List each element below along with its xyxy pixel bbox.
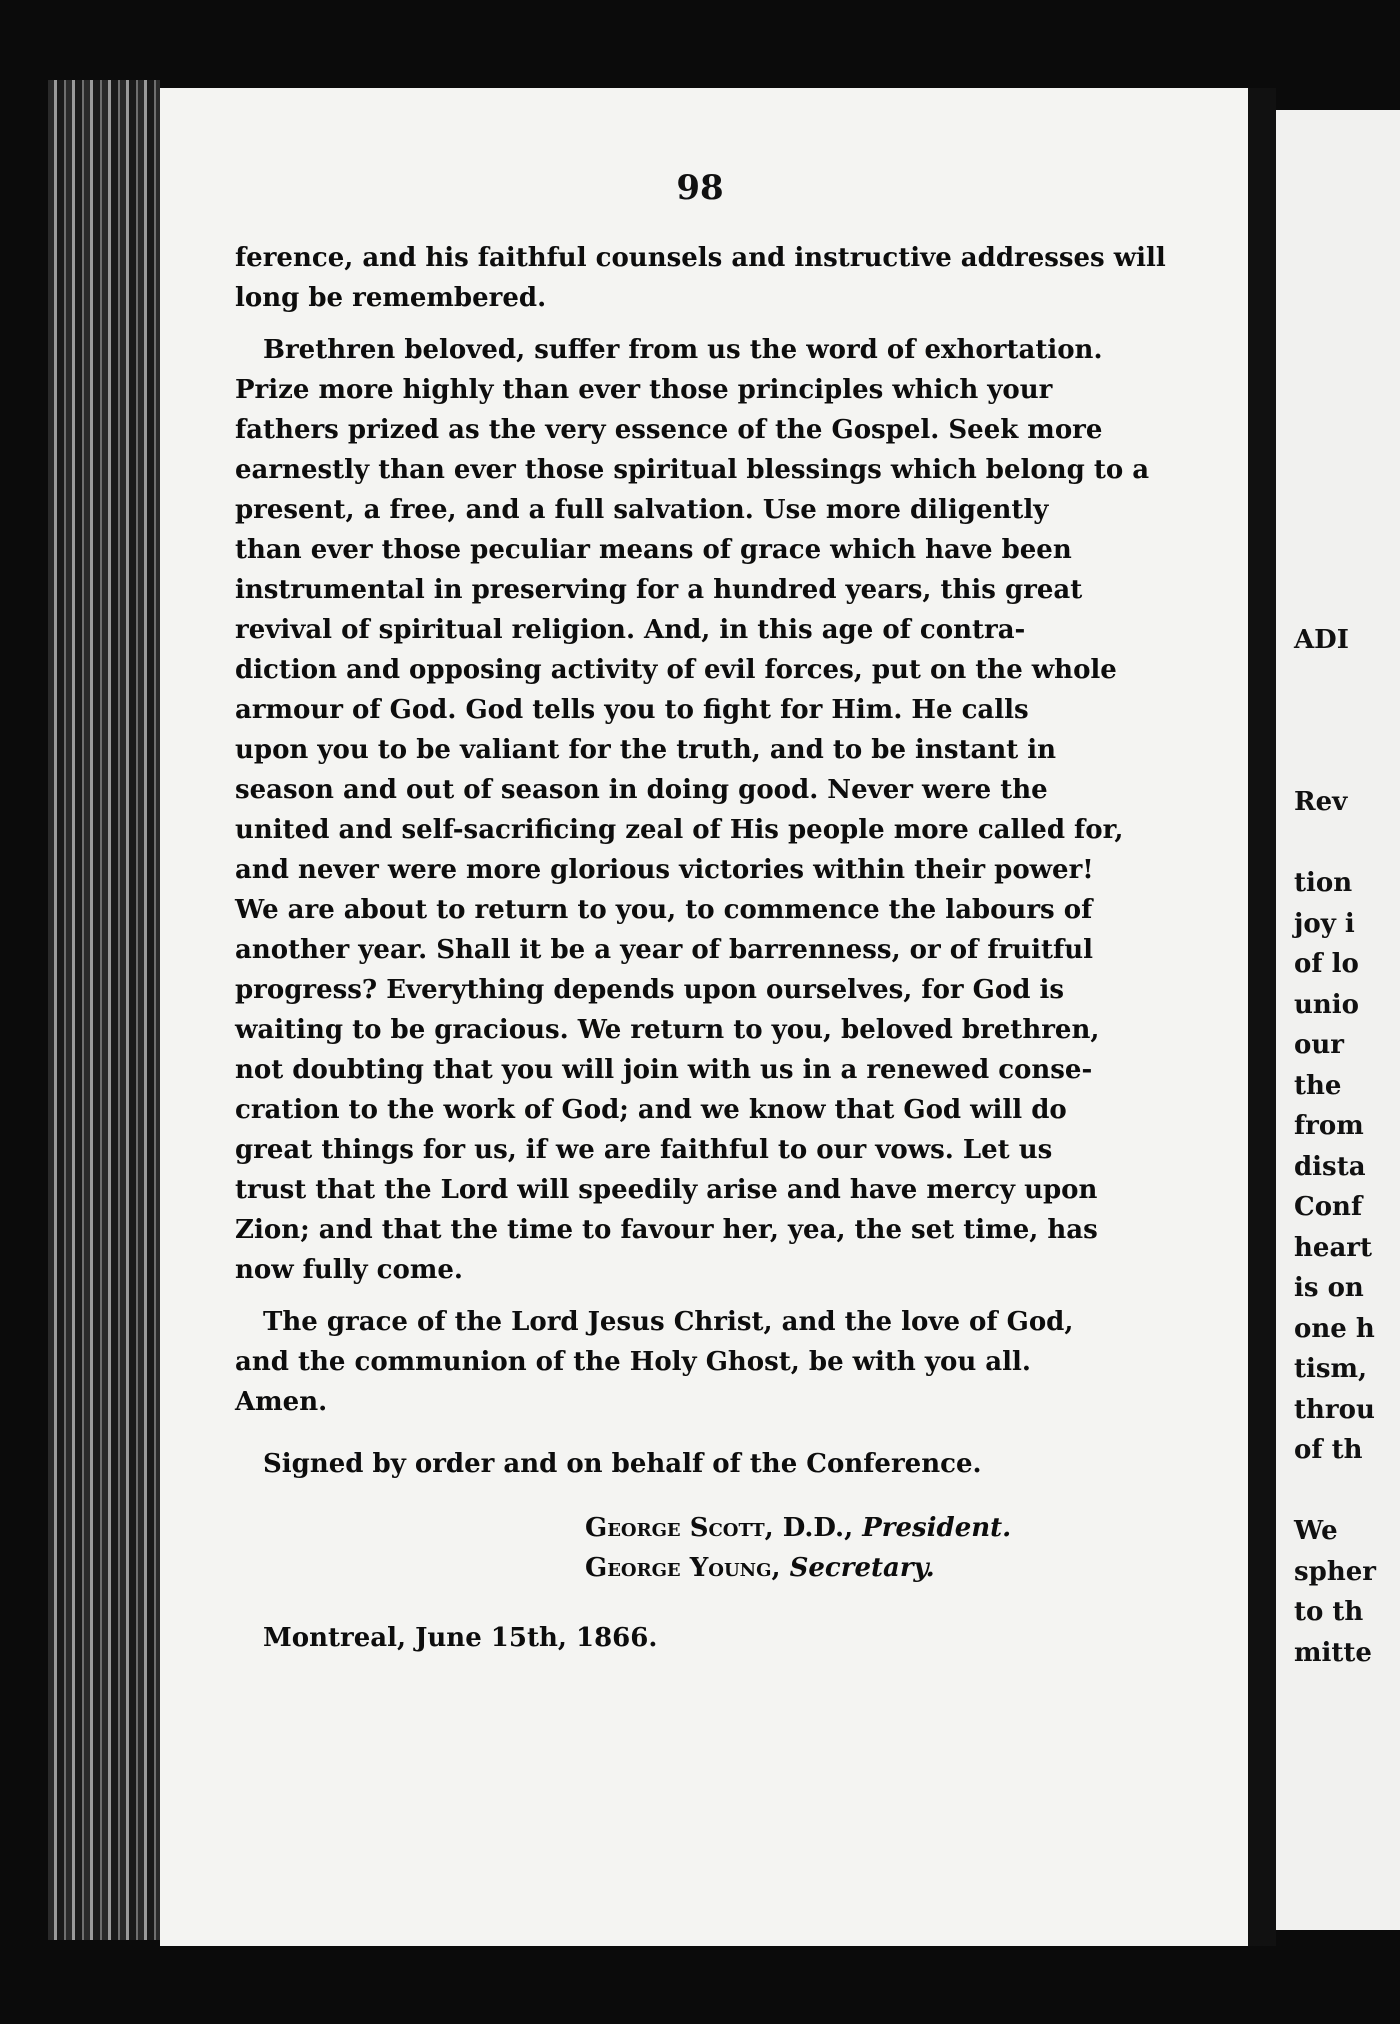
text-line: waiting to be gracious. We return to you, beloved brethren,: [235, 1015, 1100, 1045]
text-line: not doubting that you will join with us in a renewed conse-: [235, 1055, 1093, 1085]
right-page-fragment: dista: [1294, 1151, 1366, 1182]
right-page-fragment: We: [1294, 1516, 1338, 1546]
text-line: another year. Shall it be a year of barrenness, or of fruitful: [235, 935, 1093, 965]
text-line: upon you to be valiant for the truth, and to be instant in: [235, 735, 1057, 765]
text-line: and the communion of the Holy Ghost, be with you all.: [235, 1347, 1031, 1377]
right-page-fragment: is on: [1294, 1273, 1364, 1303]
right-page-text: [1294, 620, 1400, 1673]
text-line: earnestly than ever those spiritual blessings which belong to a: [235, 455, 1150, 485]
text-line: Zion; and that the time to favour her, yea, the set time, has: [235, 1215, 1098, 1245]
date-line: Montreal, June 15th, 1866.: [263, 1623, 658, 1653]
text-line: long be remembered.: [235, 283, 547, 313]
right-page-fragment: mitte: [1294, 1637, 1372, 1668]
text-line: great things for us, if we are faithful to our vows. Let us: [235, 1135, 1053, 1165]
right-page-fragment: joy i: [1294, 908, 1355, 939]
signatory-name: George Young,: [585, 1553, 781, 1583]
right-page-fragment: from: [1294, 1111, 1364, 1141]
text-line: cration to the work of God; and we know that God will do: [235, 1095, 1067, 1125]
signatory-name: George Scott, D.D.,: [585, 1513, 854, 1543]
right-page-fragment: throu: [1294, 1394, 1375, 1425]
paragraph: [235, 1302, 1074, 1422]
text-line: diction and opposing activity of evil forces, put on the whole: [235, 655, 1117, 685]
book-gutter: [1248, 88, 1276, 1946]
text-line: Amen.: [235, 1387, 328, 1417]
right-page-fragment: one h: [1294, 1313, 1375, 1344]
text-line: and never were more glorious victories within their power!: [235, 855, 1094, 885]
right-page-fragment: to th: [1294, 1597, 1364, 1627]
right-page-fragment: our: [1294, 1030, 1344, 1060]
right-page-fragment: [1294, 742, 1400, 783]
right-page-fragment: ADI: [1294, 625, 1349, 655]
text-line: trust that the Lord will speedily arise and have mercy upon: [235, 1175, 1098, 1205]
signatory-role: President.: [862, 1513, 1012, 1543]
right-page-fragment: [1294, 1471, 1400, 1512]
text-line: Brethren beloved, suffer from us the word of exhortation.: [263, 335, 1103, 365]
signature-line: [235, 1548, 1021, 1588]
right-page-fragment: tion: [1294, 868, 1353, 898]
right-page: [1276, 110, 1400, 1930]
paragraph: [235, 330, 1150, 1290]
text-line: revival of spiritual religion. And, in this age of contra-: [235, 615, 1026, 645]
paragraph: [235, 238, 1166, 318]
right-page-fragment: spher: [1294, 1556, 1376, 1587]
text-line: The grace of the Lord Jesus Christ, and the love of God,: [263, 1307, 1074, 1337]
text-line: united and self-sacrificing zeal of His people more called for,: [235, 815, 1124, 845]
right-page-fragment: the: [1294, 1070, 1342, 1101]
text-line: ference, and his faithful counsels and instructive addresses will: [235, 243, 1166, 273]
signed-statement: Signed by order and on behalf of the Conference.: [263, 1449, 982, 1479]
paragraphs: [235, 238, 1166, 1422]
right-page-fragment: Conf: [1294, 1192, 1363, 1222]
text-line: now fully come.: [235, 1255, 463, 1285]
text-line: fathers prized as the very essence of the Gospel. Seek more: [235, 415, 1103, 445]
signature-line: [235, 1508, 1021, 1548]
right-page-fragment: [1294, 661, 1400, 702]
text-line: instrumental in preserving for a hundred years, this great: [235, 575, 1083, 605]
right-page-fragment: heart: [1294, 1232, 1372, 1263]
text-line: progress? Everything depends upon ourselves, for God is: [235, 975, 1064, 1005]
right-page-fragment: of th: [1294, 1435, 1363, 1465]
page-number: 98: [676, 168, 724, 208]
text-line: present, a free, and a full salvation. Use more diligently: [235, 495, 1049, 525]
right-page-fragment: Rev: [1294, 787, 1348, 817]
right-page-fragment: [1294, 701, 1400, 742]
text-line: armour of God. God tells you to fight for Him. He calls: [235, 695, 1029, 725]
signatory-role: Secretary.: [789, 1553, 935, 1583]
text-line: We are about to return to you, to commence the labours of: [235, 895, 1093, 925]
right-page-fragment: tism,: [1294, 1354, 1368, 1384]
signatures: [235, 1508, 1021, 1588]
text-line: Prize more highly than ever those principles which your: [235, 375, 1053, 405]
right-page-fragment: of lo: [1294, 949, 1359, 979]
body-text: [235, 238, 1166, 1658]
book-edges: [48, 80, 160, 1940]
right-page-fragment: [1294, 823, 1400, 864]
text-line: season and out of season in doing good. Never were the: [235, 775, 1048, 805]
right-page-fragment: unio: [1294, 989, 1360, 1020]
text-line: than ever those peculiar means of grace which have been: [235, 535, 1072, 565]
